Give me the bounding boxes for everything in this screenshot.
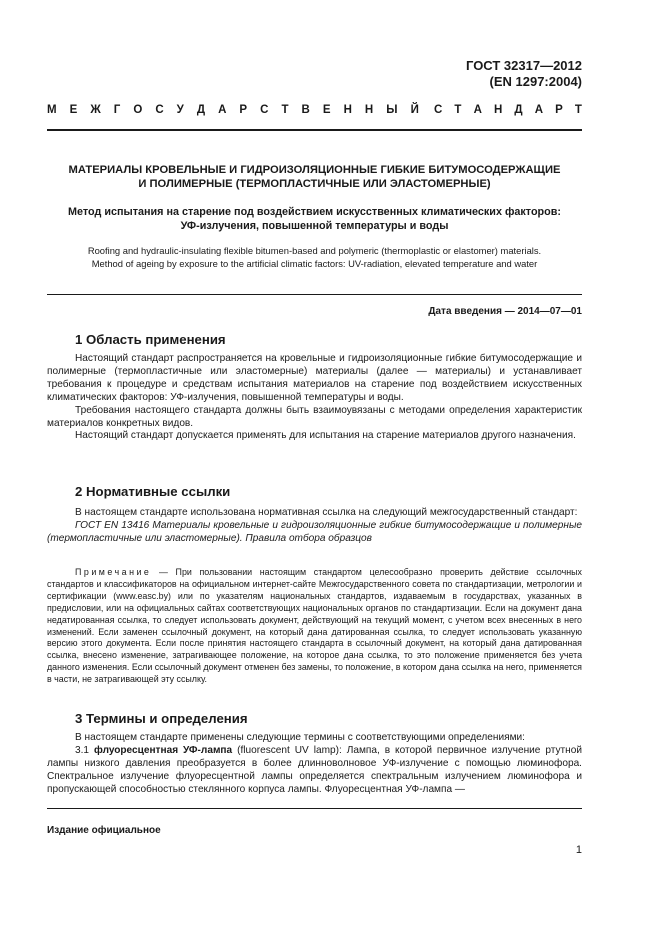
banner-letter: Т — [281, 104, 289, 116]
document-title — [47, 163, 582, 191]
note-paragraph — [47, 567, 582, 686]
banner-letter: А — [473, 104, 482, 116]
introduction-date: Дата введения — 2014—07—01 — [428, 306, 582, 317]
interstate-standard-banner — [47, 104, 582, 116]
english-title-line1: Roofing and hydraulic-insulating flexible bitumen-based and polymeric (thermoplastic or elastomer) materials. — [87, 245, 542, 256]
term-description: (fluorescent UV lamp): Лампа, в которой первичное излучение ртутной лампы низкого давления преобразуется в более длинноволновое УФ-излучение с помощью люминофора. Спектральное излучение флуоресцентной лампы определяется спектральным излучением люминофора и пропускающей способностью стеклянного корпуса лампы. Флуоресцентная УФ-лампа — — [47, 744, 582, 795]
section-1-paragraph: Требования настоящего стандарта должны быть взаимоувязаны с методами определения характеристик материалов конкретных видов. — [47, 404, 582, 429]
note-text: — При пользовании настоящим стандартом целесообразно проверить действие ссылочных стандартов и классификаторов на официальном интернет-сайте Межгосударственного совета по стандартизации, метрологии и сертификации (www.easc.by) или по указателям национальных стандартов, издаваемым в государствах, указанных в предисловии, или на официальных сайтах соответствующих национальных органов по стандартизации. Если на документ дана недатированная ссылка, то следует использовать документ, действующий на текущий момент, с учетом всех внесенных в него изменений. Если заменен ссылочный документ, на который дана датированная ссылка, то следует использовать указанную версию этого документа. Если после принятия настоящего стандарта в ссылочный документ, на который дана датированная ссылка, внесено изменение, затрагивающее положение, на которое дана ссылка, то это положение применяется без учета данного изменения. Если ссылочный документ отменен без замены, то положение, в котором дана ссылка на него, применяется в части, не затрагивающей эту ссылку. — [47, 567, 582, 685]
standard-code-line1: ГОСТ 32317—2012 — [466, 58, 582, 73]
banner-letter: Н — [493, 104, 503, 116]
edition-label: Издание официальное — [47, 825, 161, 836]
english-title-line2: Method of ageing by exposure to the artificial climatic factors: UV-radiation, elevated temperature and water — [91, 258, 538, 269]
banner-letter: Й — [410, 104, 419, 116]
page-number: 1 — [575, 844, 582, 856]
banner-letter: О — [133, 104, 143, 116]
document-subtitle — [47, 205, 582, 233]
section-3-heading: 3 Термины и определения — [75, 711, 248, 726]
section-2-note — [47, 567, 582, 686]
document-subtitle-line1: Метод испытания на старение под воздействием искусственных климатических факторов: — [68, 206, 561, 218]
banner-letter: Р — [239, 104, 248, 116]
banner-letter: М — [47, 104, 57, 116]
banner-letter: Ж — [90, 104, 101, 116]
standard-code-line2: (EN 1297:2004) — [489, 74, 582, 89]
banner-letter: А — [218, 104, 227, 116]
term-number: 3.1 — [75, 744, 94, 756]
banner-letter: Р — [555, 104, 563, 116]
normative-reference-text: ГОСТ EN 13416 Материалы кровельные и гидроизоляционные гибкие битумосодержащие и полимерные (термопластичные или эластомерные). Правила отбора образцов — [47, 519, 582, 544]
banner-letter: А — [534, 104, 544, 116]
banner-letter: С — [260, 104, 269, 116]
banner-letter: Д — [514, 104, 523, 116]
banner-letter: С — [155, 104, 164, 116]
banner-letter: Е — [322, 104, 331, 116]
banner-letter: Д — [196, 104, 206, 116]
section-3-body — [47, 732, 582, 797]
document-subtitle-line2: УФ-излучения, повышенной температуры и воды — [180, 220, 449, 232]
document-title-line2: И ПОЛИМЕРНЫЕ (ТЕРМОПЛАСТИЧНЫЕ ИЛИ ЭЛАСТОМЕРНЫЕ) — [138, 178, 491, 190]
header-rule — [47, 129, 582, 131]
section-1-heading: 1 Область применения — [75, 332, 226, 347]
banner-letter: Ы — [386, 104, 398, 116]
banner-word-interstate — [47, 104, 419, 116]
note-label: Примечание — [75, 567, 152, 577]
banner-word-standard — [434, 104, 582, 116]
term-name: флуоресцентная УФ-лампа — [93, 744, 233, 756]
section-1-body — [47, 353, 582, 443]
section-2-paragraph: В настоящем стандарте использована нормативная ссылка на следующий межгосударственный стандарт: — [75, 507, 578, 518]
section-2-body — [47, 507, 582, 546]
banner-letter: Е — [69, 104, 78, 116]
section-1-paragraph: Настоящий стандарт допускается применять для испытания на старение материалов другого назначения. — [75, 430, 576, 442]
banner-letter: Т — [574, 104, 582, 116]
document-title-line1: МАТЕРИАЛЫ КРОВЕЛЬНЫЕ И ГИДРОИЗОЛЯЦИОННЫЕ ГИБКИЕ БИТУМОСОДЕРЖАЩИЕ — [68, 164, 561, 176]
title-rule — [47, 294, 582, 295]
banner-letter: Н — [343, 104, 352, 116]
section-2-heading: 2 Нормативные ссылки — [75, 484, 231, 499]
banner-letter: В — [301, 104, 310, 116]
section-3-paragraph: В настоящем стандарте применены следующие термины с соответствующими определениями: — [75, 732, 525, 743]
banner-letter: С — [434, 104, 443, 116]
banner-letter: У — [176, 104, 184, 116]
section-1-paragraph: Настоящий стандарт распространяется на кровельные и гидроизоляционные гибкие битумосодержащие и полимерные (термопластичные или эластомерные) материалы (далее — материалы) и устанавливает требования к процедуре и средствам испытания материалов на старение под воздействием искусственных климатических факторов: УФ-излучения, повышенной температуры и воды. — [47, 353, 582, 403]
footer-rule — [47, 808, 582, 809]
normative-reference — [47, 520, 582, 546]
banner-letter: Т — [454, 104, 462, 116]
standard-code — [466, 58, 582, 90]
banner-letter: Г — [113, 104, 121, 116]
term-definition — [47, 745, 582, 797]
english-title — [47, 244, 582, 270]
banner-letter: Н — [364, 104, 374, 116]
